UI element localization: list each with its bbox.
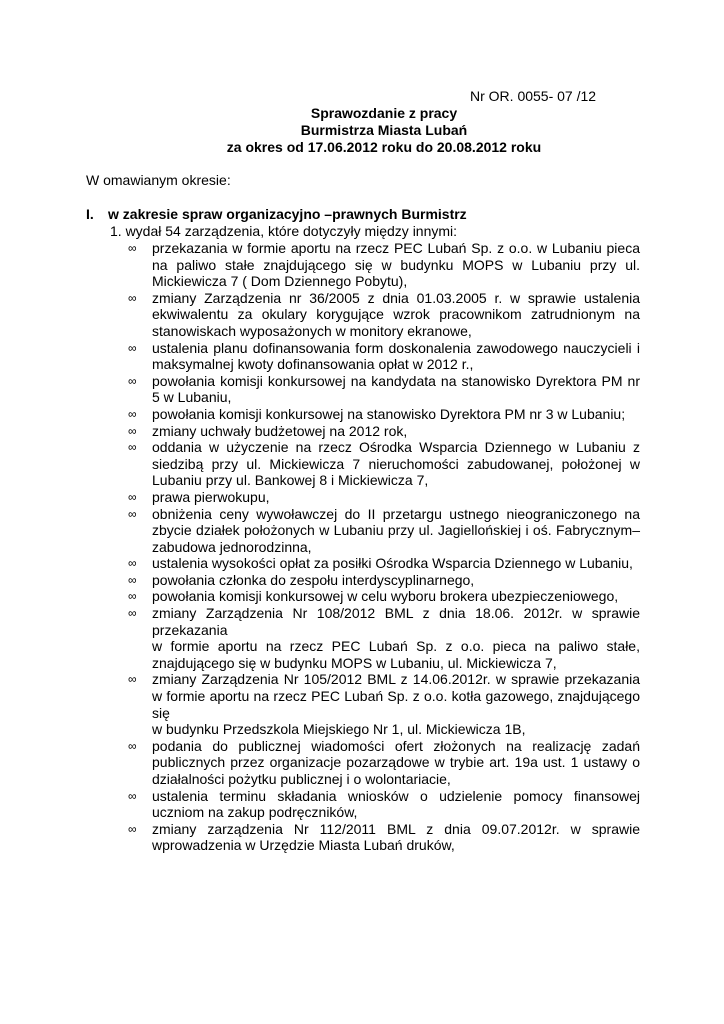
list-item	[128, 821, 640, 854]
reference-number: Nr OR. 0055- 07 /12	[470, 88, 597, 104]
ordinance-list	[128, 240, 640, 854]
section-heading	[86, 206, 467, 223]
list-item	[128, 788, 640, 821]
list-item	[128, 555, 640, 572]
infinity-bullet-icon: ∞	[128, 290, 137, 305]
infinity-bullet-icon: ∞	[128, 373, 137, 388]
list-item-text: powołania komisji konkursowej na kandydata na stanowisko Dyrektora PM nr 5 w Lubaniu,	[152, 372, 640, 406]
infinity-bullet-icon: ∞	[128, 606, 137, 621]
infinity-bullet-icon: ∞	[128, 440, 137, 455]
list-item-text: obniżenia ceny wywoławczej do II przetargu ustnego nieograniczonego na zbycie działek położonych w Lubaniu przy ul. Jagiellońskiej i oś. Fabrycznym– zabudowa jednorodzinna,	[152, 505, 640, 555]
list-item-text: ustalenia planu dofinansowania form doskonalenia zawodowego nauczycieli i maksymalnej kwoty dofinansowania opłat w 2012 r.,	[152, 339, 640, 373]
list-item	[128, 489, 640, 506]
infinity-bullet-icon: ∞	[128, 423, 137, 438]
list-item-text: ustalenia wysokości opłat za posiłki Ośrodka Wsparcia Dziennego w Lubaniu,	[152, 555, 633, 572]
list-item-text: podania do publicznej wiadomości ofert złożonych na realizację zadań publicznych przez organizacje pozarządowe w trybie art. 19a ust. 1 ustawy o działalności pożytku publicznej i o wolontariacie,	[152, 737, 640, 787]
list-item	[128, 423, 640, 440]
infinity-bullet-icon: ∞	[128, 672, 137, 687]
list-item	[128, 738, 640, 788]
report-period: za okres od 17.06.2012 roku do 20.08.2012 roku	[226, 139, 542, 155]
section-number: I.	[86, 206, 94, 222]
list-item-text: powołania członka do zespołu interdyscyplinarnego,	[152, 571, 475, 588]
infinity-bullet-icon: ∞	[128, 738, 137, 753]
report-title: Sprawozdanie z pracy	[310, 105, 458, 121]
point-1: 1. wydał 54 zarządzenia, które dotyczyły między innymi:	[110, 223, 458, 239]
list-item	[128, 671, 640, 737]
list-item	[128, 572, 640, 589]
list-item	[128, 605, 640, 671]
list-item	[128, 439, 640, 489]
report-author: Burmistrza Miasta Lubań	[300, 122, 468, 138]
infinity-bullet-icon: ∞	[128, 589, 137, 604]
infinity-bullet-icon: ∞	[128, 241, 137, 255]
list-item-text: prawa pierwokupu,	[152, 488, 270, 505]
list-item-text: zmiany Zarządzenia Nr 105/2012 BML z 14.06.2012r. w sprawie przekazania w formie aportu na rzecz PEC Lubań Sp. z o.o. kotła gazowego, znajdującego się w budynku Przedszkola Miejskiego Nr 1, ul. Mickiewicza 1B,	[152, 671, 640, 738]
list-item-text: powołania komisji konkursowej na stanowisko Dyrektora PM nr 3 w Lubaniu;	[152, 405, 626, 422]
infinity-bullet-icon: ∞	[128, 572, 137, 587]
list-item-text: powołania komisji konkursowej w celu wyboru brokera ubezpieczeniowego,	[152, 588, 619, 605]
list-item	[128, 373, 640, 406]
list-item-text: ustalenia terminu składania wniosków o udzielenie pomocy finansowej uczniom na zakup podręczników,	[152, 787, 640, 821]
list-item-text: zmiany zarządzenia Nr 112/2011 BML z dnia 09.07.2012r. w sprawie wprowadzenia w Urzędzie Miasta Lubań druków,	[152, 820, 640, 854]
infinity-bullet-icon: ∞	[128, 506, 137, 521]
intro-text: W omawianym okresie:	[86, 172, 231, 188]
infinity-bullet-icon: ∞	[128, 340, 137, 355]
list-item	[128, 340, 640, 373]
list-item-text: oddania w użyczenie na rzecz Ośrodka Wsparcia Dziennego w Lubaniu z siedzibą przy ul. Mickiewicza 7 nieruchomości zabudowanej, położonej w Lubaniu przy ul. Bankowej 8 i Mickiewicza 7,	[152, 439, 640, 489]
list-item	[128, 588, 640, 605]
infinity-bullet-icon: ∞	[128, 821, 137, 836]
list-item-text: zmiany Zarządzenia nr 36/2005 z dnia 01.03.2005 r. w sprawie ustalenia ekwiwalentu za okulary korygujące wzrok pracownikom zatrudnionym na stanowiskach wyposażonych w monitory ekranowe,	[152, 289, 640, 339]
section-title: w zakresie spraw organizacyjno –prawnych Burmistrz	[108, 206, 467, 222]
list-item	[128, 506, 640, 556]
list-item	[128, 406, 640, 423]
list-item	[128, 290, 640, 340]
infinity-bullet-icon: ∞	[128, 788, 137, 803]
list-item-text: zmiany Zarządzenia Nr 108/2012 BML z dnia 18.06. 2012r. w sprawie przekazania w formie aportu na rzecz PEC Lubań Sp. z o.o. pieca na paliwo stałe, znajdującego się w budynku MOPS w Lubaniu, ul. Mickiewicza 7,	[152, 605, 640, 671]
infinity-bullet-icon: ∞	[128, 406, 137, 421]
list-item	[128, 240, 640, 290]
list-item-text: przekazania w formie aportu na rzecz PEC Lubań Sp. z o.o. w Lubaniu pieca na paliwo stałe znajdującego się w budynku MOPS w Lubaniu przy ul. Mickiewicza 7 ( Dom Dziennego Pobytu),	[152, 240, 640, 290]
infinity-bullet-icon: ∞	[128, 489, 137, 504]
infinity-bullet-icon: ∞	[128, 556, 137, 571]
list-item-text: zmiany uchwały budżetowej na 2012 rok,	[152, 422, 408, 439]
